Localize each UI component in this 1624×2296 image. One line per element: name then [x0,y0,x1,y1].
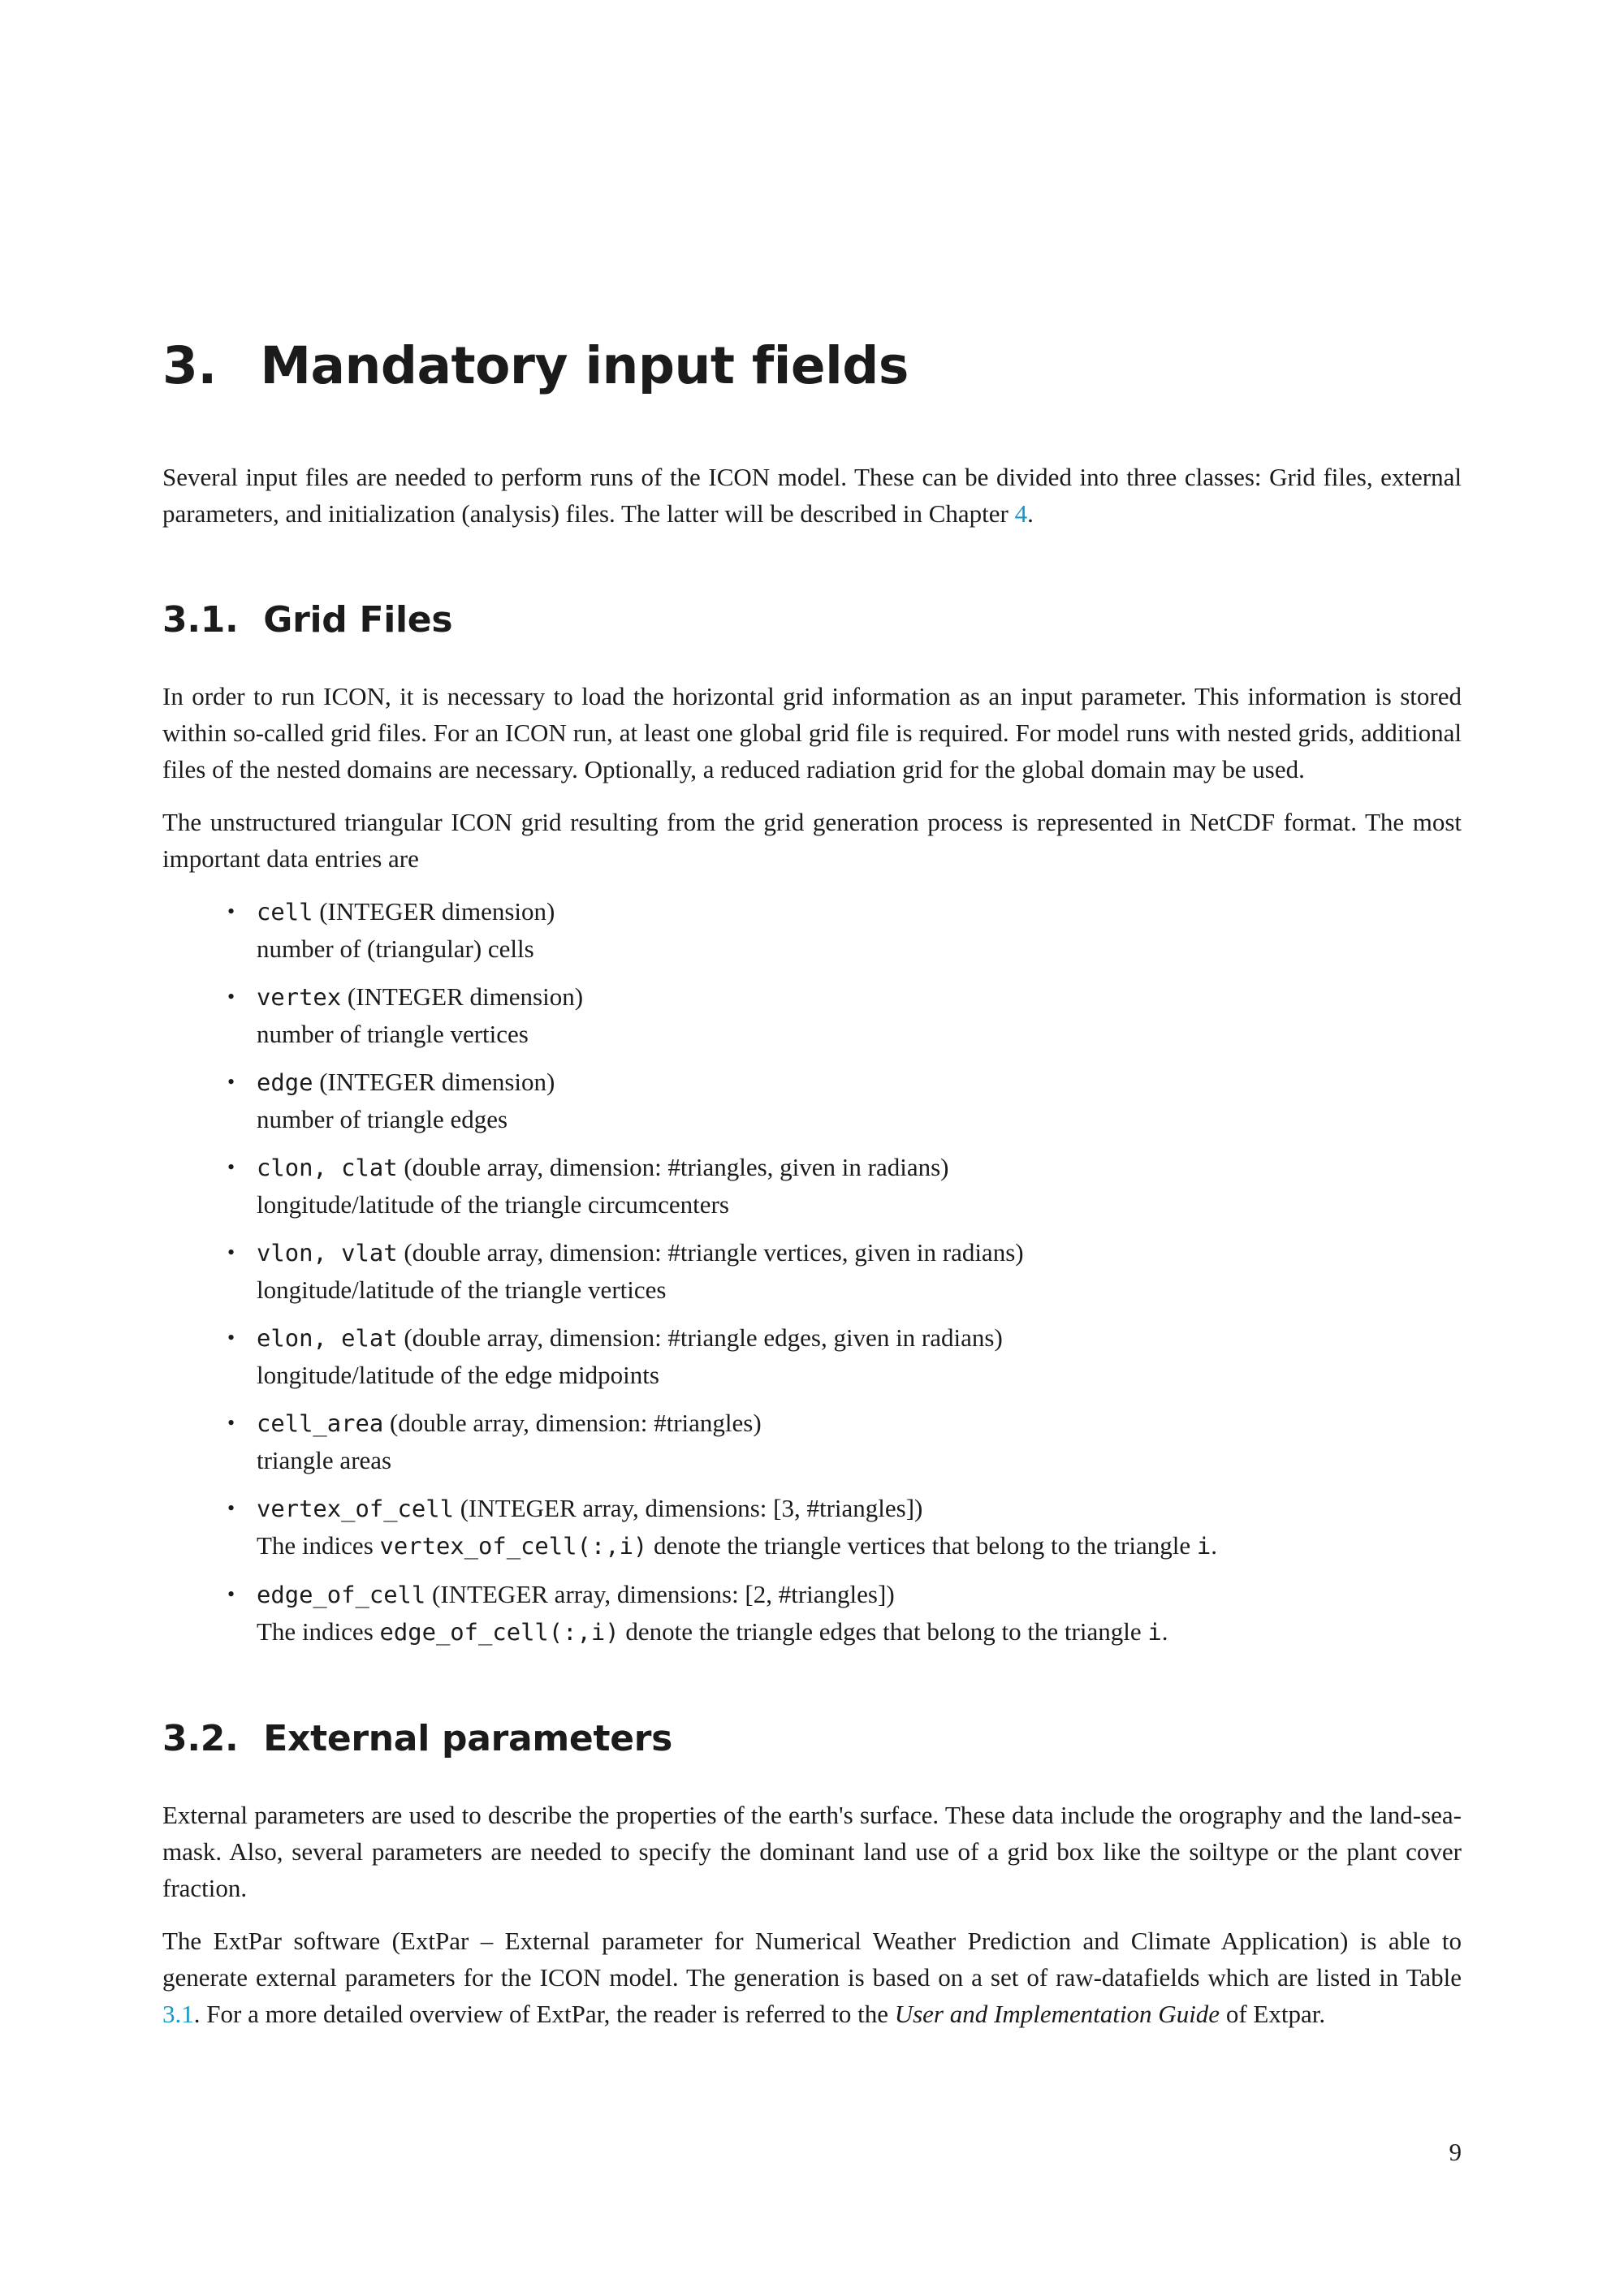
text-segment: . [1161,1617,1168,1646]
list-item [227,1319,1462,1393]
bullet-icon: • [227,1155,235,1179]
bullet-icon: • [227,1241,235,1264]
intro-paragraph [162,459,1462,532]
entry-body [257,1405,1462,1478]
inline-code: edge_of_cell(:,i) [379,1618,620,1646]
entry-term [257,893,1462,930]
entry-body [257,1576,1462,1651]
text-segment: External parameters are used to describe the properties of the earth's surface. These data include the orography and the land-sea-mask. Also, several parameters are needed to specify the dominant land use of a grid box like the soiltype or the plant cover fraction. [162,1801,1462,1902]
text-segment: The ExtPar software (ExtPar – External parameter for Numerical Weather Prediction and Climate Application) is able to generate external parameters for the ICON model. The generation is based on a set of raw-datafields which are listed in Table [162,1927,1462,1992]
entry-term [257,1576,1462,1613]
inline-code: i [1147,1618,1162,1646]
list-item [227,1405,1462,1478]
text-segment: . [1211,1531,1217,1560]
entry-term [257,1319,1462,1357]
entry-term [257,1490,1462,1527]
text-segment: The indices [257,1531,380,1560]
text-segment: (double array, dimension: #triangle vertices, given in radians) [397,1238,1024,1267]
inline-code: edge [257,1068,313,1096]
chapter-number: 3. [162,336,217,395]
text-segment: (INTEGER array, dimensions: [3, #triangles]) [453,1494,923,1522]
bullet-icon: • [227,1496,235,1520]
text-segment: longitude/latitude of the edge midpoints [257,1361,659,1389]
inline-code: vertex_of_cell [257,1495,454,1522]
entry-term [257,1064,1462,1101]
inline-code: cell [257,898,313,926]
section-heading-grid-files [162,598,1462,642]
inline-code: cell_area [257,1409,384,1437]
text-segment: denote the triangle vertices that belong to the triangle [647,1531,1197,1560]
list-item [227,1064,1462,1137]
inline-code: vertex_of_cell(:,i) [379,1532,648,1560]
section-title-text: Grid Files [263,599,453,641]
entry-description [257,1357,1462,1393]
text-segment: (double array, dimension: #triangle edges, given in radians) [397,1323,1003,1352]
bullet-icon: • [227,985,235,1008]
inline-code: vertex [257,983,342,1011]
paragraph-extpar-intro [162,1797,1462,1906]
text-segment: triangle areas [257,1446,392,1474]
italic-text: User and Implementation Guide [894,2000,1220,2028]
section-heading-external-parameters [162,1717,1462,1761]
text-segment: (INTEGER dimension) [313,1068,555,1096]
inline-code: i [1196,1532,1212,1560]
text-segment: number of (triangular) cells [257,934,534,963]
text-segment: Several input files are needed to perform runs of the ICON model. These can be divided into three classes: Grid files, external parameters, and initialization (analysis) files. The latter will be described in Chapter [162,463,1462,528]
entry-term [257,978,1462,1016]
entry-body [257,893,1462,967]
text-segment: denote the triangle edges that belong to the triangle [619,1617,1148,1646]
entry-term [257,1234,1462,1271]
inline-code: clon, clat [257,1154,398,1181]
text-segment: number of triangle vertices [257,1020,529,1048]
entry-description [257,930,1462,967]
inline-code: edge_of_cell [257,1581,426,1608]
entry-body [257,1319,1462,1393]
bullet-icon: • [227,1070,235,1094]
chapter-heading [162,337,1462,395]
entry-description [257,1101,1462,1137]
list-item [227,893,1462,967]
entry-body [257,978,1462,1052]
entry-description [257,1016,1462,1052]
inline-code: vlon, vlat [257,1239,398,1267]
text-segment: . [1027,499,1034,528]
text-segment: longitude/latitude of the triangle circumcenters [257,1190,729,1219]
text-segment: of Extpar. [1220,2000,1326,2028]
section-title-text: External parameters [263,1718,673,1759]
list-item [227,1576,1462,1651]
entry-body [257,1149,1462,1223]
entry-description [257,1442,1462,1478]
text-segment: (INTEGER dimension) [341,982,584,1011]
bullet-icon: • [227,1411,235,1435]
text-segment: (INTEGER array, dimensions: [2, #triangles]) [425,1580,895,1608]
entry-description [257,1613,1462,1651]
entry-description [257,1527,1462,1564]
entry-description [257,1271,1462,1308]
entry-body [257,1234,1462,1308]
section-number: 3.1. [162,599,239,641]
bullet-icon: • [227,1326,235,1349]
grid-entries-list [162,893,1462,1651]
paragraph-grid-intro [162,678,1462,788]
entry-term [257,1405,1462,1442]
bullet-icon: • [227,1582,235,1606]
list-item [227,978,1462,1052]
cross-reference-link[interactable]: 3.1 [162,2000,194,2028]
text-segment: number of triangle edges [257,1105,508,1133]
list-item [227,1149,1462,1223]
list-item [227,1234,1462,1308]
paragraph-extpar-software [162,1923,1462,2032]
text-segment: (double array, dimension: #triangles, given in radians) [397,1153,949,1181]
entry-term [257,1149,1462,1186]
cross-reference-link[interactable]: 4 [1014,499,1028,528]
entry-description [257,1186,1462,1223]
section-number: 3.2. [162,1718,239,1759]
page-number: 9 [1449,2138,1462,2166]
chapter-title-text: Mandatory input fields [260,336,909,395]
text-segment: longitude/latitude of the triangle vertices [257,1275,667,1304]
text-segment: . For a more detailed overview of ExtPar, the reader is referred to the [193,2000,895,2028]
entry-body [257,1064,1462,1137]
text-segment: The indices [257,1617,380,1646]
text-segment: (double array, dimension: #triangles) [383,1409,762,1437]
text-segment: The unstructured triangular ICON grid resulting from the grid generation process is represented in NetCDF format. The most important data entries are [162,808,1462,873]
entry-body [257,1490,1462,1564]
list-item [227,1490,1462,1564]
paragraph-grid-netcdf [162,804,1462,877]
text-segment: In order to run ICON, it is necessary to load the horizontal grid information as an input parameter. This information is stored within so-called grid files. For an ICON run, at least one global grid file is required. For model runs with nested grids, additional files of the nested domains are necessary. Optionally, a reduced radiation grid for the global domain may be used. [162,682,1462,783]
inline-code: elon, elat [257,1324,398,1352]
bullet-icon: • [227,900,235,923]
text-segment: (INTEGER dimension) [313,897,555,926]
